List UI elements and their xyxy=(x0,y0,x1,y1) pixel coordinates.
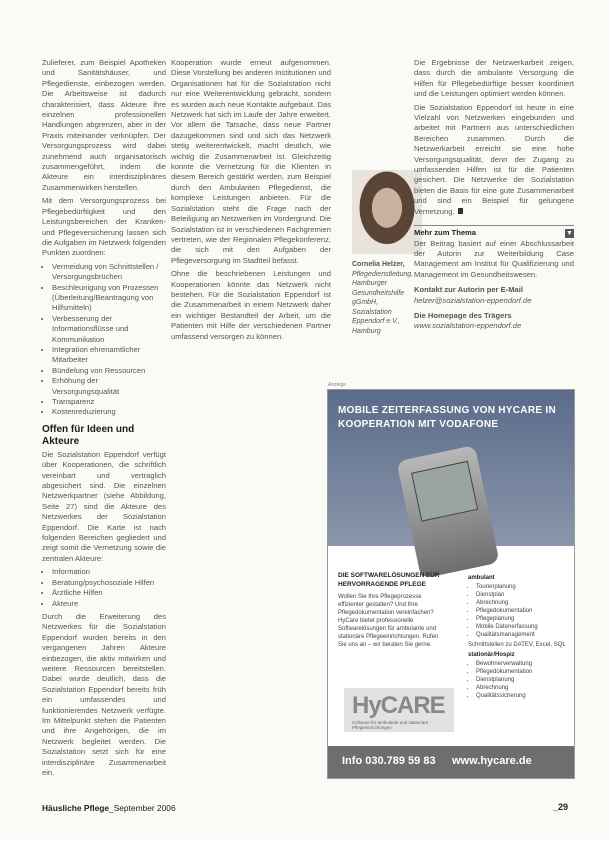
ad-feature-list xyxy=(468,583,568,639)
ad-right-list xyxy=(468,572,568,700)
paragraph: Kooperation wurde erneut aufgenommen. Diese Vorstellung bei anderen Institutionen und Organisationen hat für die Sozialstation nicht nur eine Weiterentwicklung gebracht, sondern es wurden auch neue Kontakte aufgebaut. Das Netzwerk hat sich im Laufe der Jahre erweitert. Vor allem die Tatsache, dass neue Partner dazugekommen sind und sich das Netzwerk stetig weiterentwickelt, macht deutlich, wie wichtig die Zusammenarbeit ist. Gleichzeitig konnte die Vernetzung für die Klienten in diesem Bereich gestärkt werden, zum Beispiel durch den Ambulanten Pflegedienst, die komplexe Leistungen anbieten. Für die Sozialstation steht die Frage nach der Beteiligung an Netzwerken im Vordergrund. Die Sozialstation ist in verschiedenen Fachgremien vertreten, wie der Regionalen Pflegekonferenz, die sich mit den Aufgaben der Pflegeversorgung im Stadtteil befasst. xyxy=(171,58,331,265)
list-item: • Vermeidung von Schnittstellen / Versorgungsbrüchen xyxy=(52,262,166,283)
info-box-title: Mehr zum Thema xyxy=(414,228,477,238)
ad-left-text xyxy=(338,572,448,649)
ad-label: Anzeige xyxy=(328,382,347,388)
list-item: • Kostenreduzierung xyxy=(52,407,166,417)
page-number: _29 xyxy=(553,802,569,812)
list-item: • Pflegedokumentation xyxy=(476,607,568,615)
magazine-name: Häusliche Pflege xyxy=(42,803,110,813)
paragraph: Mit dem Versorgungsprozess bei Pflegebedürftigkeit und den Leistungsbereichen der Kranken- und Pflegeversicherung lassen sich die Aufgaben im Netzwerk folgenden Punkten zuordnen: xyxy=(42,196,166,258)
list-item: • Tourenplanung xyxy=(476,583,568,591)
list-item: • Akteure xyxy=(52,599,166,609)
author-caption xyxy=(352,260,414,336)
bullet-list xyxy=(42,567,166,609)
article-column-2 xyxy=(171,58,331,345)
list-item: • Pflegedokumentation xyxy=(476,668,568,676)
page-footer xyxy=(42,803,176,813)
issue-date: _September 2006 xyxy=(109,803,176,813)
bullet-list xyxy=(42,262,166,418)
paragraph: Die Sozialstation Eppendorf verfügt über Kooperationen, die schriftlich vereinbart und vertraglich abgesichert sind. Die einzelnen Netzwerkpartner (siehe Abbildung, Seite 27) sind die Akteure des Netzwerkes der Sozialstation Eppendorf. Die Karte ist nach folgenden Bereichen gegliedert und zeigt somit die Vernetzung sowie die zentralen Akteure: xyxy=(42,449,166,563)
ad-left-heading: DIE SOFTWARELÖSUNGEN FÜR HERVORRAGENDE PFLEGE xyxy=(338,572,440,588)
article-column-3 xyxy=(414,58,574,332)
pda-screen xyxy=(411,461,478,522)
paragraph: Durch die Erweiterung des Netzwerkes für die Sozialstation Eppendorf wurden bereits in den vergangenen Jahren Akteure einbezogen, die aktiv mitwirken und weitere Ressourcen bereitstellen. Dabei wurde deutlich, dass die Sozialstation Eppendorf bereits früh ein umfassendes und funktionierendes Netzwerk verfügte. Im Mittelpunkt stehen die Patienten und ihre Angehörigen, die im Netzwerk begleitet werden. Die Sozialstation setzt sich für eine interdisziplinäre Zusammenarbeit ein. xyxy=(42,611,166,777)
paragraph xyxy=(414,103,574,217)
paragraph: Zulieferer, zum Beispiel Apotheken und Sanitätshäuser, und Pflegedienste, einbezogen werden. Die Arbeitsweise ist dadurch charakterisiert, dass Akteure ihre einzelnen professionellen Handlungen abgrenzen, aber in der Praxis miteinander verknüpfen. Der Versorgungsprozess wird dabei zunehmend auch organisatorisch zusammengeführt, indem die Akteure ein interdisziplinäres Zusammenwirken herstellen. xyxy=(42,58,166,192)
list-item: • Qualitätssicherung xyxy=(476,692,568,700)
author-name: Cornelia Helzer, xyxy=(352,261,405,268)
list-item: • Ärztliche Hilfen xyxy=(52,588,166,598)
list-item: • Abrechnung xyxy=(476,684,568,692)
list-item: • Dienstplan xyxy=(476,591,568,599)
ad-website-link[interactable]: www.hycare.de xyxy=(452,755,532,767)
advertisement[interactable] xyxy=(327,389,575,779)
author-portrait xyxy=(352,170,422,254)
ad-phone[interactable]: Info 030.789 59 83 xyxy=(342,755,436,767)
list-item: • Erhöhung der Versorgungsqualität xyxy=(52,376,166,397)
list-item: • Integration ehrenamtlicher Mitarbeiter xyxy=(52,345,166,366)
list-item: • Dienstplanung xyxy=(476,676,568,684)
ad-right-heading: ambulant xyxy=(468,575,495,581)
list-item: • Information xyxy=(52,567,166,577)
list-item: • Pflegeplanung xyxy=(476,615,568,623)
hycare-logo xyxy=(344,688,454,732)
list-item: • Transparenz xyxy=(52,397,166,407)
info-text: Der Beitrag basiert auf einer Abschlussarbeit der Autorin zur Weiterbildung Case Management am Institut für Qualifizierung und Management im Gesundheitswesen. xyxy=(414,238,574,279)
ad-left-body: Wollen Sie Ihre Pflegeprozesse effizienter gestalten? Und Ihre Pflegedokumentation vereinfachen? HyCare bietet professionelle Softwarelösungen für ambulante und stationäre Pflegeeinrichtungen. Rufen Sie uns an – wir beraten Sie gerne. xyxy=(338,594,439,648)
paragraph-text: Die Sozialstation Eppendorf ist heute in eine Vielzahl von Netzwerken eingebunden und arbeitet mit Partnern aus unterschiedlichen Bereichen zusammen. Durch die Netzwerkarbeit erreicht sie eine hohe Versorgungsqualität, denn der Zugang zu umfassenden Hilfen ist für die Patienten gesichert. Die Netzwerke der Sozialstation bieten die Basis für eine gute Zusammenarbeit und sind ein Beispiel für gelungene Vernetzung. xyxy=(414,102,574,216)
list-item: • Qualitätsmanagement xyxy=(476,631,568,639)
ad-contact-bar xyxy=(328,746,574,778)
list-item: • Verbesserung der Informationsflüsse und Kommunikation xyxy=(52,314,166,345)
article-column-1 xyxy=(42,58,166,781)
paragraph: Ohne die beschriebenen Leistungen und Kooperationen könnte das Netzwerk nicht bestehen. Für die Sozialstation Eppendorf ist die Zusammenarbeit in einem Netzwerk daher ein wichtiger Bestandteil der Arbeit, um die Patienten mit Hilfe der verschiedenen Partner umfassend versorgen zu können. xyxy=(171,269,331,341)
info-box-header xyxy=(414,225,574,238)
list-item: • Beschleunigung von Prozessen (Überleitung/Beantragung von Hilfsmitteln) xyxy=(52,283,166,314)
logo-text: HyCARE xyxy=(352,692,445,719)
list-item: • Bewohnerverwaltung xyxy=(476,660,568,668)
list-item: • Mobile Datenerfassung xyxy=(476,623,568,631)
ad-interfaces: Schnittstellen zu DATEV, Excel, SQL xyxy=(468,642,566,648)
list-item: • Bündelung von Ressourcen xyxy=(52,366,166,376)
ad-title: MOBILE ZEITERFASSUNG VON HYCARE IN KOOPERATION MIT VODAFONE xyxy=(338,405,556,430)
list-item: • Abrechnung xyxy=(476,599,568,607)
ad-feature-list xyxy=(468,660,568,700)
logo-subtitle: Software für ambulante und stationäre Pflegeeinrichtungen xyxy=(352,720,429,730)
section-heading: Offen für Ideen und Akteure xyxy=(42,423,135,447)
homepage-link[interactable]: www.sozialstation-eppendorf.de xyxy=(414,321,522,331)
author-title: Pflegedienstleitung, Hamburger Gesundheitshilfe gGmbH, Sozialstation Eppendorf e.V., Hamburg xyxy=(352,270,414,335)
ad-right-heading: stationär/Hospiz xyxy=(468,652,515,658)
end-mark-icon xyxy=(458,208,463,214)
paragraph: Die Ergebnisse der Netzwerkarbeit zeigen, dass durch die ambulante Versorgung die Hilfen für Pflegebedürftige besser koordiniert und die Leistungen optimiert werden können. xyxy=(414,58,574,99)
list-item: • Beratung/psychosoziale Hilfen xyxy=(52,578,166,588)
contact-title: Kontakt zur Autorin per E-Mail xyxy=(414,285,523,295)
arrow-down-icon: ▼ xyxy=(566,229,573,237)
homepage-title: Die Homepage des Trägers xyxy=(414,310,512,320)
contact-email-link[interactable]: helzer@sozialstation-eppendorf.de xyxy=(414,295,532,305)
